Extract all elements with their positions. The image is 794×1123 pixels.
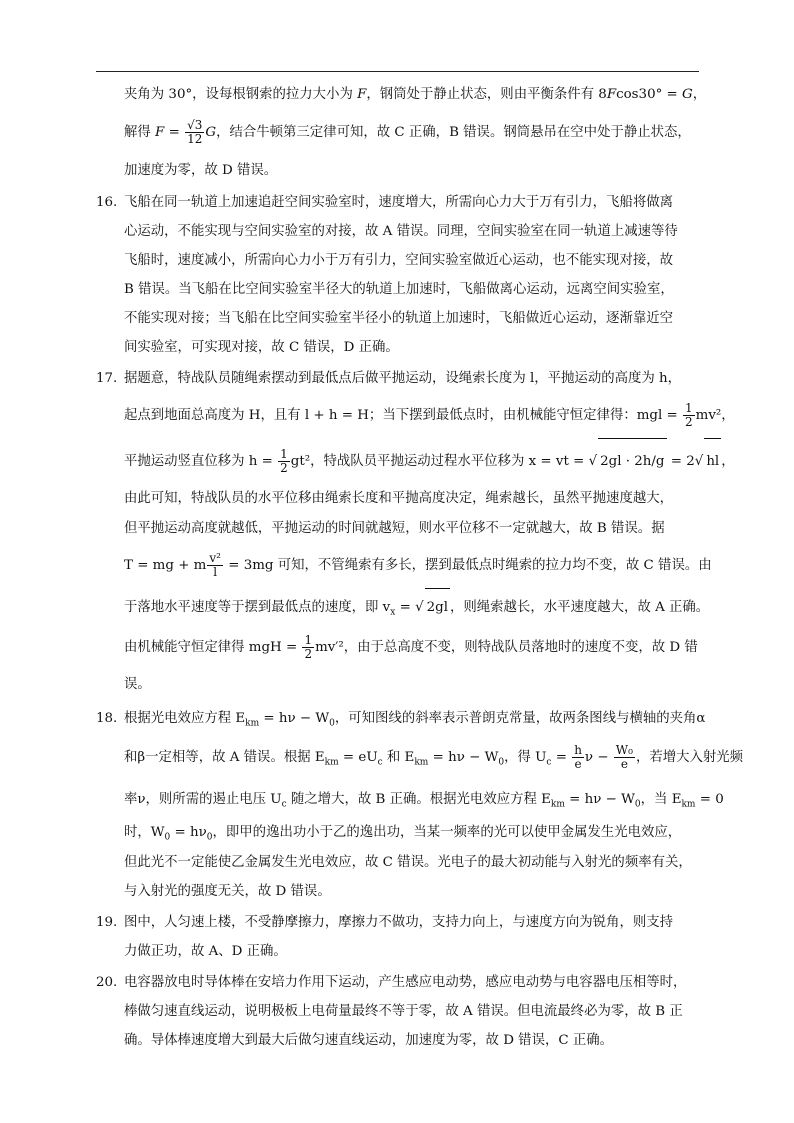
text-line: 间实验室，可实现对接，故 C 错误，D 正确。: [124, 340, 399, 355]
item-number: 17.: [96, 371, 118, 386]
text-line: 16. 飞船在同一轨道上加速追赶空间实验室时，速度增大，所需向心力大于万有引力，飞船将做离: [96, 188, 699, 217]
answer-15-continued: [96, 80, 707, 186]
text-line: 棒做匀速直线运动，说明极板上电荷量最终不等于零，故 A 错误。但电流最终必为零，故 B 正: [124, 1004, 683, 1019]
page-content: [96, 80, 744, 1055]
fraction: $\frac{1}{2}$: [280, 446, 288, 475]
text-line: 由机械能守恒定律得 mgH = $\frac{1}{2}$ mv′²，由于总高度不变，则特战队员落地时的速度不变，故 D 错: [124, 632, 698, 661]
text-line: 18. 根据光电效应方程 $E_{km} = h\nu - W_0$，可知图线的斜率表示普朗克常量，故两条图线与横轴的夹角α: [96, 704, 699, 734]
answer-16: [96, 188, 699, 362]
text-line: 飞船时，速度减小，所需向心力小于万有引力，空间实验室做近心运动，也不能实现对接，故: [124, 253, 674, 268]
text-line: 夹角为 30°，设每根钢索的拉力大小为 F，钢筒处于静止状态，则由平衡条件有 8Fcos30° = G，: [124, 87, 707, 102]
fraction: $\frac{\text{v²}}{l}$: [209, 550, 221, 579]
text-line: 17. 据题意，特战队员随绳索摆动到最低点后做平抛运动，设绳索长度为 l，平抛运动的高度为 h，: [96, 364, 699, 394]
text-line: 20. 电容器放电时导体棒在安培力作用下运动，产生感应电动势，感应电动势与电容器电压相等时，: [96, 968, 699, 997]
fraction: $\frac{√3}{12}$: [187, 117, 203, 146]
fraction: $\frac{h}{e}$: [574, 742, 582, 771]
answer-18: [96, 704, 744, 906]
fraction: $\frac{\text{W₀}}{e}$: [615, 742, 633, 771]
text-line: 于落地水平速度等于摆到最低点的速度，即 $v_x$ = √ 2gl ，则绳索越长，水平速度越大，故 A 正确。: [96, 588, 699, 626]
text-line: 解得 F = $\frac{√3}{12}$ G，结合牛顿第三定律可知，故 C 正确，B 错误。钢筒悬吊在空中处于静止状态，: [124, 117, 691, 146]
answer-19: [96, 908, 699, 966]
text-line: B 错误。当飞船在比空间实验室半径大的轨道上加速时，飞船做离心运动，远离空间实验室，: [124, 282, 674, 297]
text-line: 时，$W_0 = h\nu_0$，即甲的逸出功小于乙的逸出功，当某一频率的光可以使甲金属发生光电效应，: [124, 825, 682, 843]
text-line: 误。: [124, 677, 151, 692]
text-line: 不能实现对接；当飞船在比空间实验室半径小的轨道上加速时，飞船做近心运动，逐渐靠近空: [124, 311, 674, 326]
text-line: 和β一定相等，故 A 错误。根据 $E_{km} = eU_c$ 和 $E_{km} = h\nu - W_0$，得 $U_c$ = $\frac{h}{e}$ ν − $\frac{\text{W₀}}{e}$ ，若增大入射光频: [124, 742, 744, 771]
text-line: 起点到地面总高度为 H，且有 l + h = H；当下摆到最低点时，由机械能守恒定律得：mgl = $\frac{1}{2}$ mv²，: [124, 400, 735, 429]
text-line: 确。导体棒速度增大到最大后做匀速直线运动，加速度为零，故 D 错误，C 正确。: [124, 1033, 614, 1048]
text-line: 由此可知，特战队员的水平位移由绳索长度和平抛高度决定，绳索越长，虽然平抛速度越大，: [124, 491, 674, 506]
text-line: 率ν，则所需的遏止电压 $U_c$ 随之增大，故 B 正确。根据光电效应方程 $E_{km} = h\nu - W_0$，当 $E_{km} = 0$: [124, 792, 724, 810]
item-number: 16.: [96, 195, 118, 210]
text-line: 与入射光的强度无关，故 D 错误。: [124, 884, 331, 899]
header-rule: [96, 71, 699, 72]
text-line: T = mg + m $\frac{\text{v²}}{l}$ = 3mg 可知，不管绳索有多长，摆到最低点时绳索的拉力均不变，故 C 错误。由: [124, 550, 712, 579]
text-line: 心运动，不能实现与空间实验室的对接，故 A 错误。同理，空间实验室在同一轨道上减速等待: [124, 224, 678, 239]
fraction: $\frac{1}{2}$: [685, 400, 693, 429]
text-line: 加速度为零，故 D 错误。: [124, 163, 278, 178]
answer-20: [96, 968, 699, 1055]
text-line: 但此光不一定能使乙金属发生光电效应，故 C 错误。光电子的最大初动能与入射光的频率有关，: [124, 855, 692, 870]
item-number: 19.: [96, 915, 118, 930]
text-line: 力做正功，故 A、D 正确。: [124, 944, 287, 959]
text-line: 但平抛运动高度就越低，平抛运动的时间就越短，则水平位移不一定就越大，故 B 错误。据: [124, 521, 665, 536]
text-line: 平抛运动竖直位移为 h = $\frac{1}{2}$ gt²，特战队员平抛运动过程水平位移为 x = vt = √ 2gl · 2h/g = 2√ hl ，: [96, 438, 699, 484]
text-line: 19. 图中，人匀速上楼，不受静摩擦力，摩擦力不做功，支持力向上，与速度方向为锐角，则支持: [96, 908, 699, 937]
fraction: $\frac{1}{2}$: [304, 632, 313, 661]
item-number: 18.: [96, 711, 118, 726]
answer-17: [96, 364, 735, 700]
item-number: 20.: [96, 975, 118, 990]
